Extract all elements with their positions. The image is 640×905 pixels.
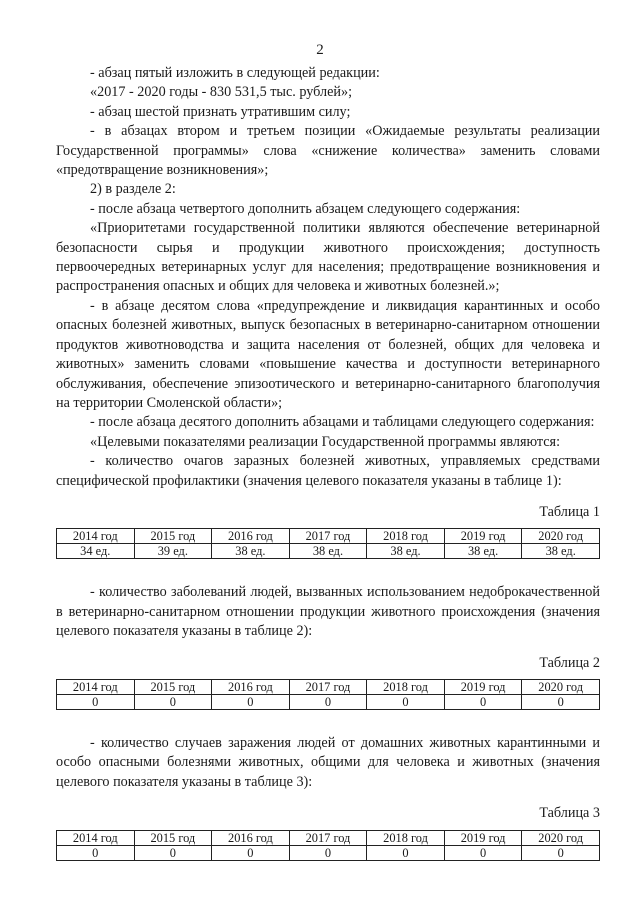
paragraph: 2) в разделе 2: (90, 181, 176, 198)
paragraph: - количество случаев заражения людей от домашних животных карантинными и особо опасными болезнями животных, общими для человека и животных (значения целевого показателя указаны в таблице 3): (56, 734, 600, 790)
target-table-2 (56, 679, 600, 710)
table-caption: Таблица 3 (539, 805, 600, 822)
table-cell: 0 (444, 845, 522, 860)
table-cell: 2018 год (367, 529, 445, 544)
paragraph: - количество очагов заразных болезней животных, управляемых средствами специфической профилактики (значения целевого показателя указаны в таблице 1): (56, 453, 600, 489)
document-body (56, 64, 600, 861)
table-cell: 2017 год (289, 679, 367, 694)
paragraph: «Целевыми показателями реализации Государственной программы являются: (90, 433, 561, 450)
table-cell: 0 (289, 694, 367, 709)
table-cell: 0 (212, 845, 290, 860)
table-cell: 0 (522, 845, 600, 860)
table-cell: 0 (57, 845, 135, 860)
target-table-1 (56, 528, 600, 559)
table-cell: 2015 год (134, 529, 212, 544)
table-cell: 2016 год (212, 529, 290, 544)
paragraph: - абзац шестой признать утратившим силу; (90, 103, 351, 120)
table-caption: Таблица 2 (539, 654, 600, 671)
table-header-row (57, 830, 600, 845)
table-cell: 2020 год (522, 830, 600, 845)
paragraph: - абзац пятый изложить в следующей редакции: (90, 65, 380, 81)
table-cell: 2019 год (444, 830, 522, 845)
table-cell: 38 ед. (289, 544, 367, 559)
table-cell: 2019 год (444, 529, 522, 544)
table-cell: 2017 год (289, 830, 367, 845)
table-cell: 0 (212, 694, 290, 709)
table-header-row (57, 679, 600, 694)
paragraph: - количество заболеваний людей, вызванных использованием недоброкачественной в ветеринарно-санитарном отношении продукции животного происхождения (значения целевого показателя указаны в таблице 2): (56, 584, 600, 640)
table-caption: Таблица 1 (539, 503, 600, 520)
target-table-3 (56, 830, 600, 861)
page-number: 2 (316, 42, 324, 58)
table-cell: 0 (289, 845, 367, 860)
paragraph: - после абзаца десятого дополнить абзацами и таблицами следующего содержания: (90, 414, 595, 431)
table-cell: 2020 год (522, 679, 600, 694)
table-cell: 2018 год (367, 830, 445, 845)
table-cell: 2019 год (444, 679, 522, 694)
table-cell: 0 (134, 845, 212, 860)
paragraph: - в абзацах втором и третьем позиции «Ожидаемые результаты реализации Государственной программы» слова «снижение количества» заменить словами «предотвращение возникновения»; (56, 123, 600, 179)
paragraph: - после абзаца четвертого дополнить абзацем следующего содержания: (90, 200, 521, 217)
table-cell: 2018 год (367, 679, 445, 694)
table-cell: 38 ед. (367, 544, 445, 559)
table-cell: 39 ед. (134, 544, 212, 559)
table-cell: 2016 год (212, 679, 290, 694)
table-cell: 34 ед. (57, 544, 135, 559)
table-row (57, 694, 600, 709)
table-cell: 2017 год (289, 529, 367, 544)
table-cell: 2015 год (134, 679, 212, 694)
table-cell: 0 (367, 845, 445, 860)
table-row (57, 544, 600, 559)
paragraph: - в абзаце десятом слова «предупреждение и ликвидация карантинных и особо опасных болезней животных, выпуск безопасных в ветеринарно-санитарном отношении продуктов животноводства и защита населения от болезней, общих для человека и животных» заменить словами «повышение качества и доступности ветеринарного обслуживания, обеспечение эпизоотического и ветеринарно-санитарного благополучия на территории Смоленской области»; (56, 297, 600, 411)
table-cell: 0 (134, 694, 212, 709)
table-cell: 2014 год (57, 679, 135, 694)
table-cell: 2014 год (57, 529, 135, 544)
table-row (57, 845, 600, 860)
table-cell: 38 ед. (212, 544, 290, 559)
paragraph: «2017 - 2020 годы - 830 531,5 тыс. рублей»; (90, 84, 353, 101)
table-cell: 2016 год (212, 830, 290, 845)
table-cell: 0 (522, 694, 600, 709)
table-cell: 38 ед. (522, 544, 600, 559)
table-cell: 0 (367, 694, 445, 709)
table-header-row (57, 529, 600, 544)
table-cell: 2014 год (57, 830, 135, 845)
table-cell: 38 ед. (444, 544, 522, 559)
table-cell: 2020 год (522, 529, 600, 544)
paragraph: «Приоритетами государственной политики являются обеспечение ветеринарной безопасности сырья и продукции животного происхождения; доступность первоочередных ветеринарных услуг для населения; предотвращение возникновения и распространения опасных и общих для человека и животных болезней.»; (56, 220, 600, 295)
table-cell: 0 (57, 694, 135, 709)
table-cell: 0 (444, 694, 522, 709)
table-cell: 2015 год (134, 830, 212, 845)
